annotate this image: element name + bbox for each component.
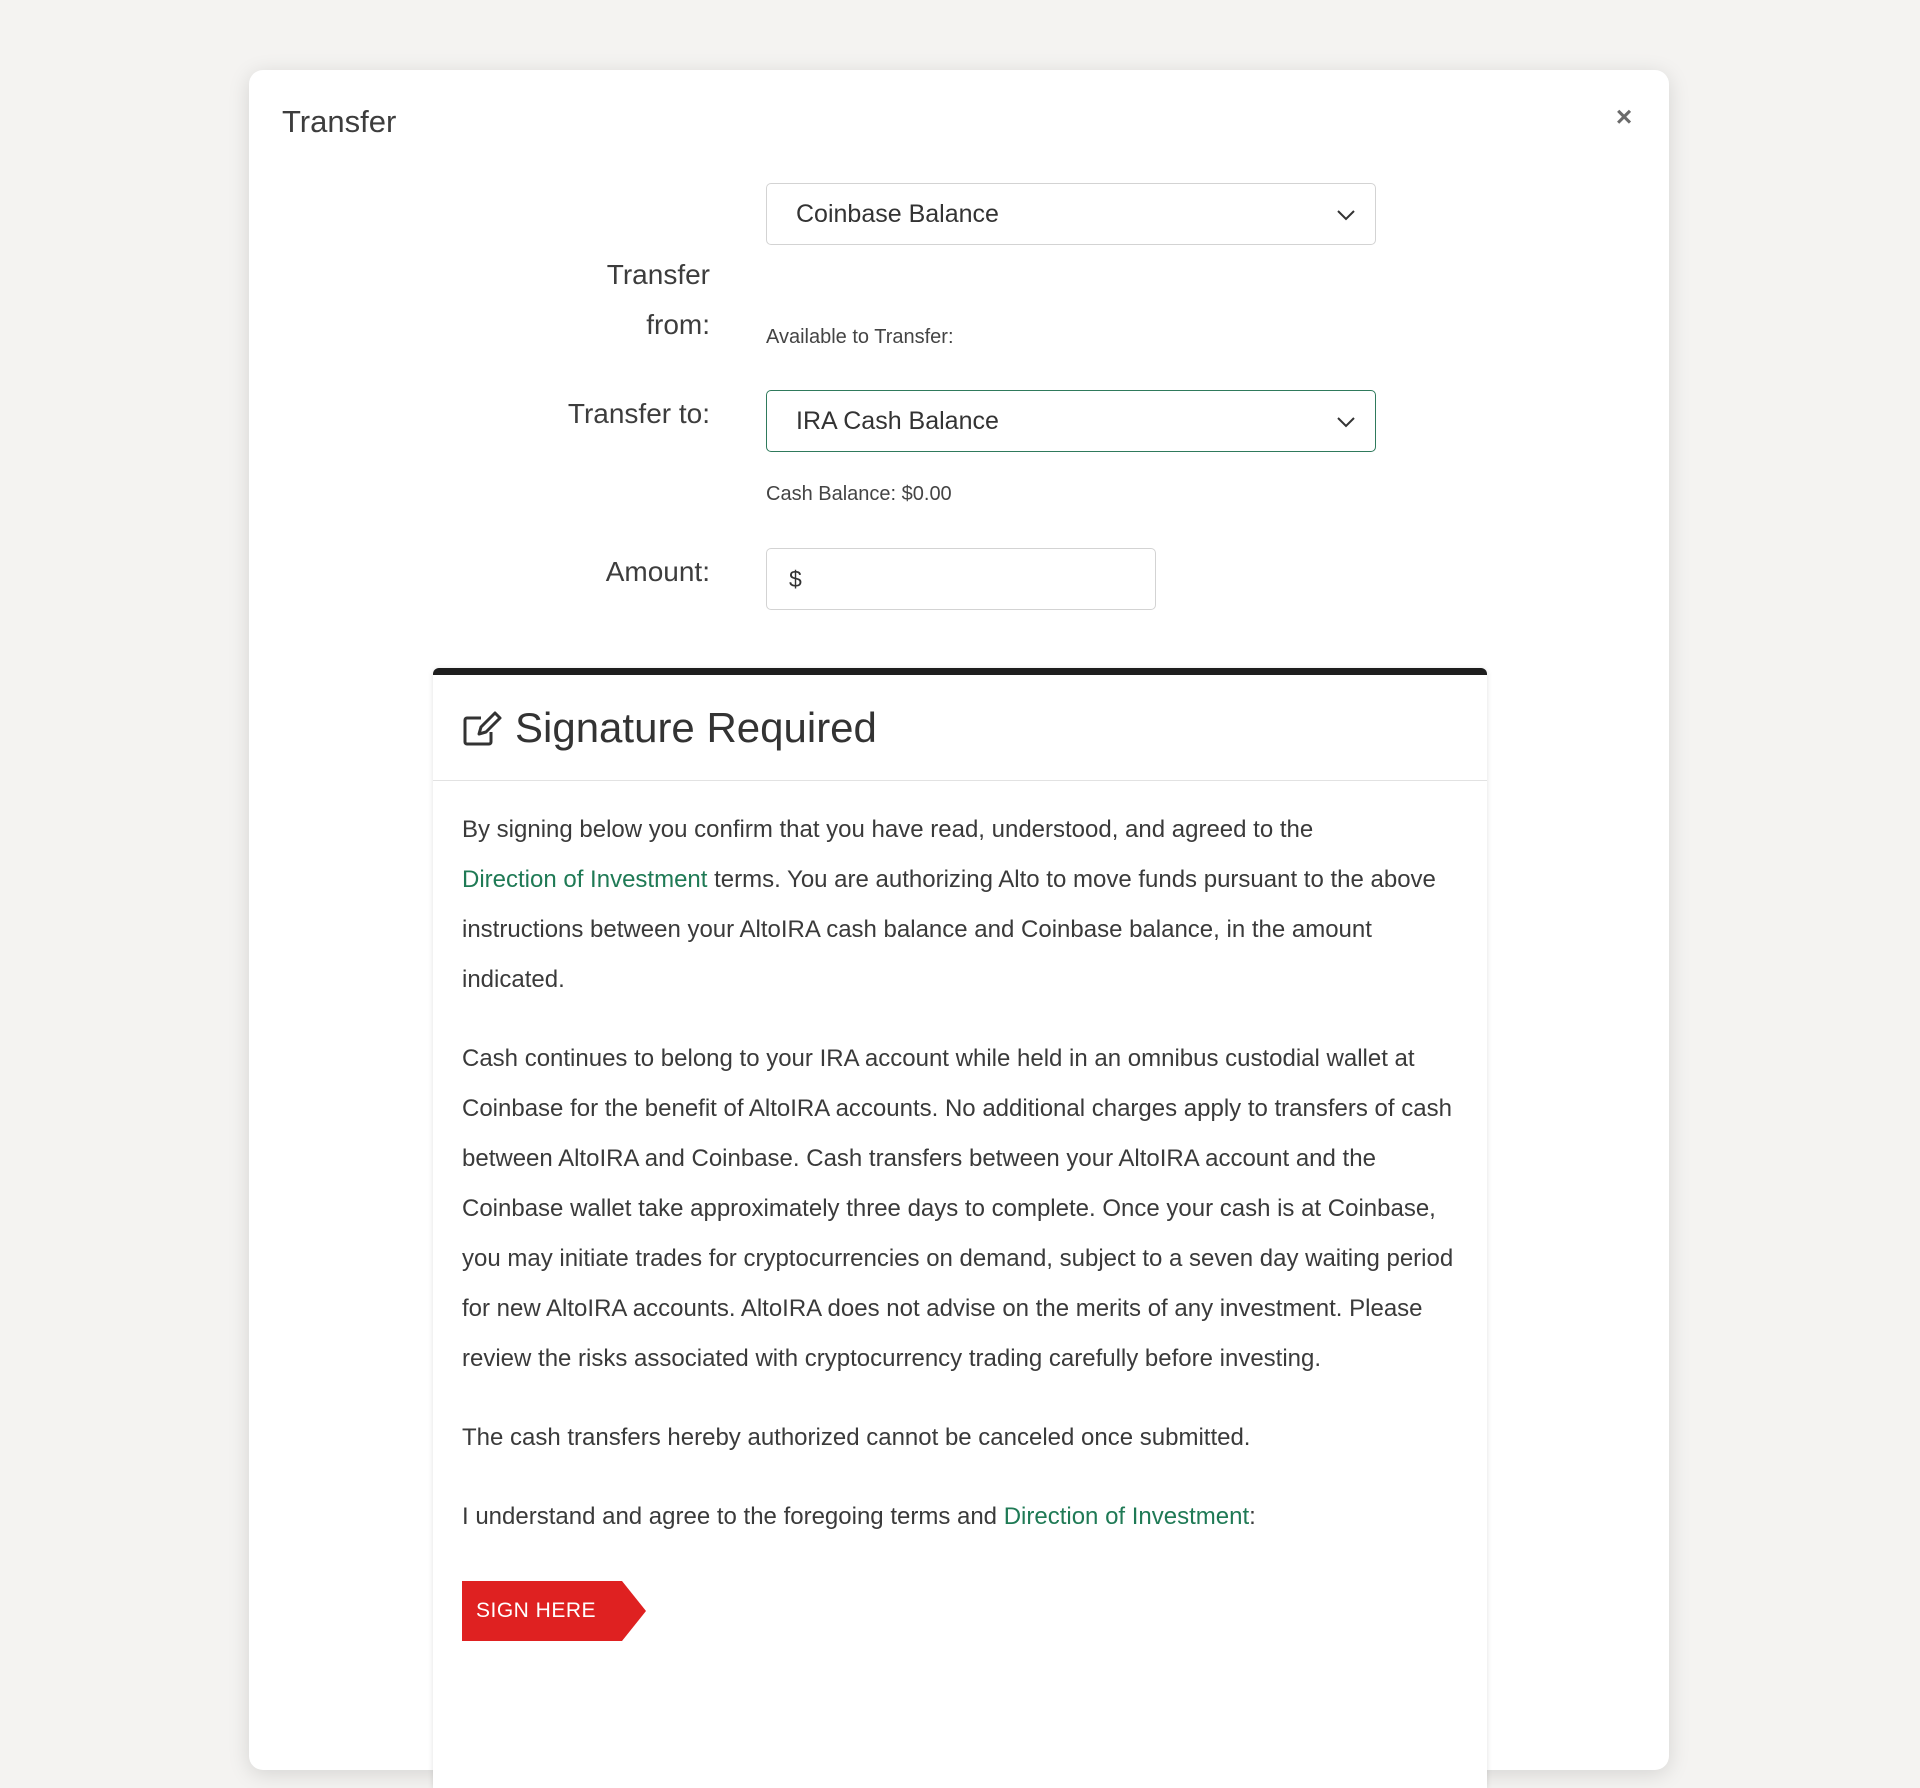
- transfer-to-label: Transfer to:: [567, 398, 710, 429]
- transfer-from-select[interactable]: [766, 183, 1376, 245]
- direction-of-investment-link-2[interactable]: Direction of Investment: [1003, 1503, 1250, 1530]
- amount-input[interactable]: [766, 548, 1156, 610]
- edit-icon: [461, 708, 505, 748]
- signature-title: Signature Required: [515, 703, 877, 751]
- chevron-down-icon: [1335, 204, 1357, 226]
- available-to-transfer: Available to Transfer:: [766, 326, 954, 348]
- transfer-to-select[interactable]: [766, 390, 1376, 452]
- signature-card: [433, 668, 1487, 1788]
- transfer-to-value: IRA Cash Balance: [796, 406, 999, 435]
- consent-paragraph: [462, 1492, 1459, 1542]
- amount-label: Amount:: [605, 556, 710, 587]
- consent-text: I understand and agree to the foregoing terms and: [462, 1503, 1004, 1530]
- signature-header: [433, 675, 1487, 781]
- transfer-modal: [249, 70, 1669, 1770]
- chevron-down-icon: [1335, 411, 1357, 433]
- consent-colon: :: [1249, 1503, 1256, 1530]
- close-button[interactable]: ×: [1615, 101, 1633, 132]
- cash-balance: Cash Balance: $0.00: [766, 483, 952, 505]
- cash-disclosure-paragraph: Cash continues to belong to your IRA account while held in an omnibus custodial wallet at Coinbase for the benefit of AltoIRA accounts. No additional charges apply to transfers of cash between AltoIRA and Coinbase. Cash transfers between your AltoIRA account and the Coinbase wallet take approximately three days to complete. Once your cash is at Coinbase, you may initiate trades for cryptocurrencies on demand, subject to a seven day waiting period for new AltoIRA accounts. AltoIRA does not advise on the merits of any investment. Please review the risks associated with cryptocurrency trading carefully before investing.: [462, 1045, 1454, 1372]
- signature-body: [433, 781, 1487, 1641]
- cancel-notice-paragraph: The cash transfers hereby authorized cannot be canceled once submitted.: [462, 1424, 1251, 1451]
- transfer-from-label-line1: Transfer: [606, 259, 710, 290]
- currency-prefix: $: [789, 565, 802, 592]
- transfer-from-label-line2: from:: [646, 309, 710, 340]
- direction-of-investment-link[interactable]: Direction of Investment: [462, 866, 708, 893]
- agreement-paragraph: [462, 805, 1459, 1005]
- modal-title: Transfer: [282, 104, 397, 139]
- agreement-text: By signing below you confirm that you have read, understood, and agreed to the: [462, 816, 1314, 843]
- sign-here-button[interactable]: SIGN HERE: [462, 1581, 622, 1641]
- transfer-from-value: Coinbase Balance: [796, 199, 999, 228]
- transfer-from-label: [450, 250, 710, 350]
- agreement-text-cont: terms. You are authorizing Alto to move funds pursuant to the above instructions between your AltoIRA cash balance and Coinbase balance, in the amount indicated.: [462, 866, 1436, 993]
